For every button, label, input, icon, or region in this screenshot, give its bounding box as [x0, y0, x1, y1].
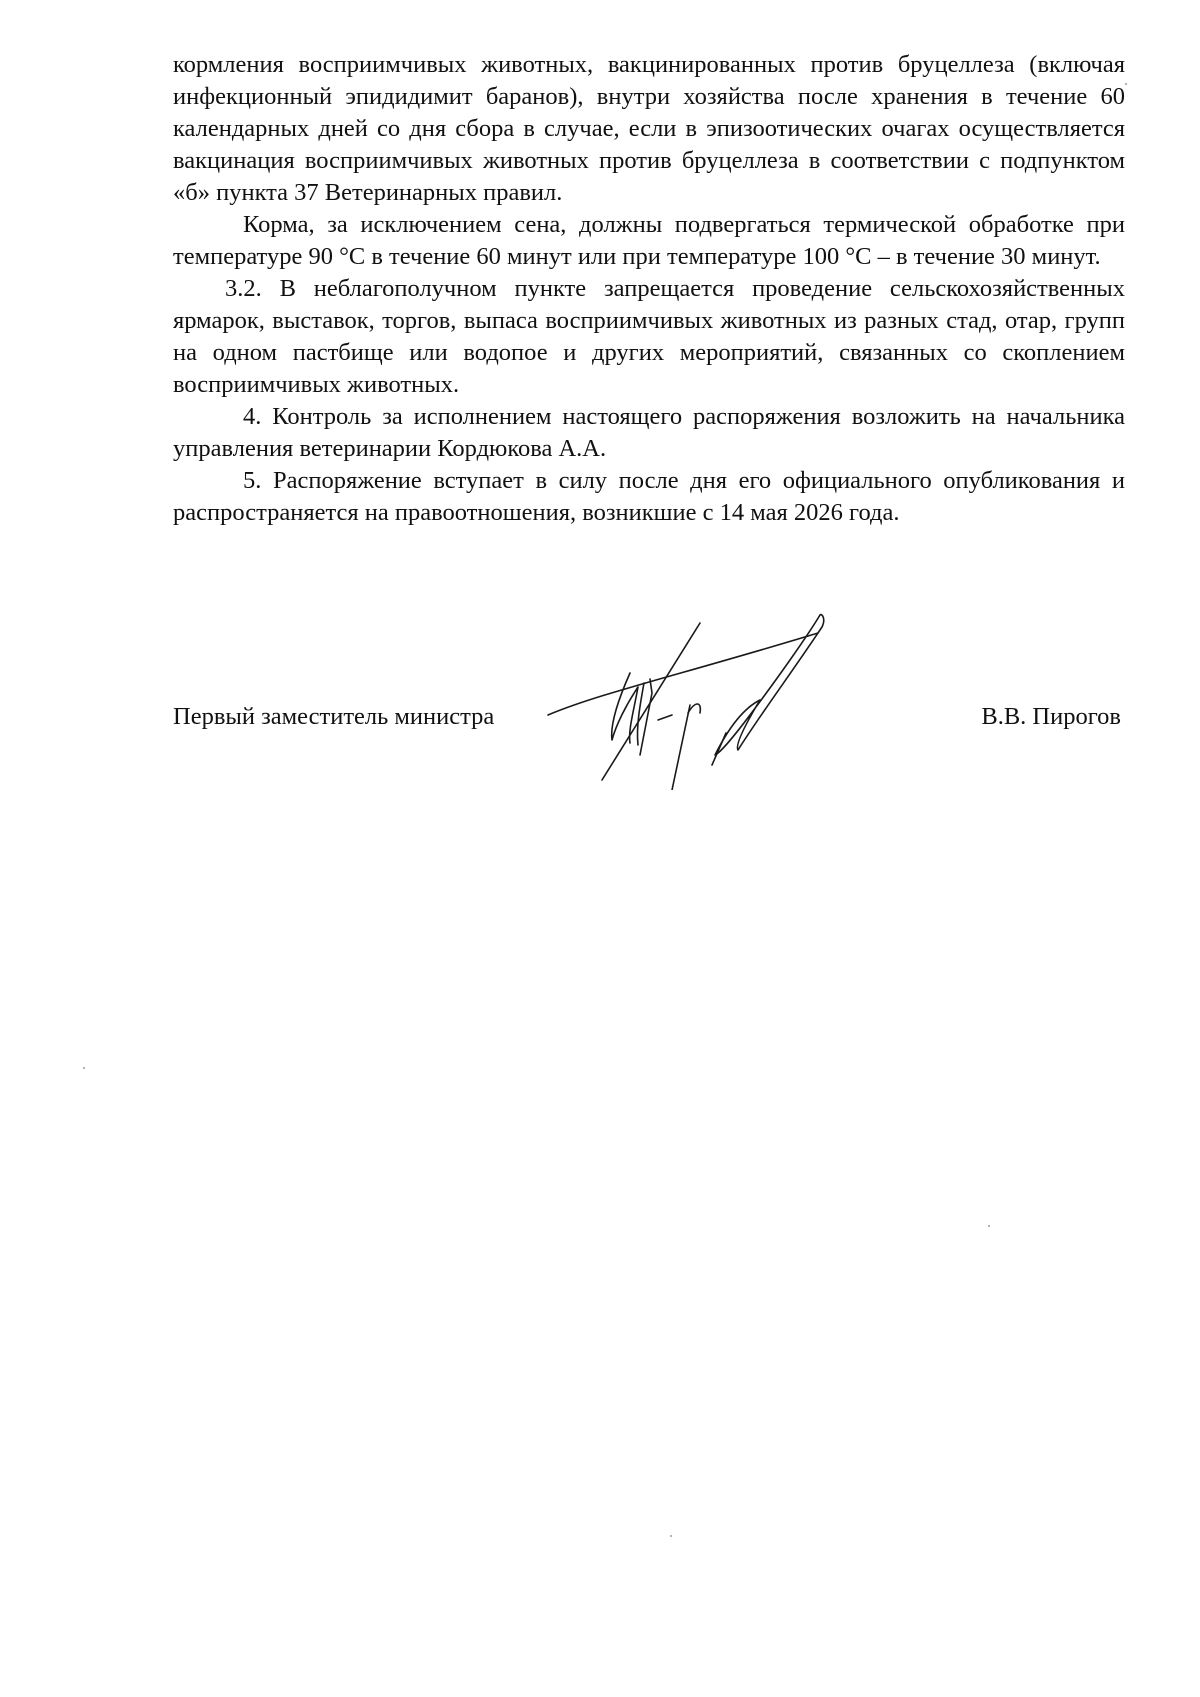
paragraph-feed-heat-treatment: Корма, за исключением сена, должны подвергаться термической обработке при температуре 90 °С в течение 60 минут или при температуре 100 °С – в течение 30 минут. [173, 211, 1125, 270]
paragraph-3-2-prohibition: 3.2. В неблагополучном пункте запрещается проведение сельскохозяйственных ярмарок, выставок, торгов, выпаса восприимчивых животных из разных стад, отар, групп на одном пастбище или водопое и других мероприятий, связанных со скоплением восприимчивых животных. [173, 275, 1125, 398]
scan-speck [988, 1225, 990, 1227]
handwritten-signature [540, 605, 860, 790]
document-body [173, 49, 1125, 529]
scan-speck [1125, 83, 1127, 85]
signatory-name: В.В. Пирогов [981, 703, 1121, 730]
scan-speck [83, 1067, 85, 1069]
signatory-position: Первый заместитель министра [173, 703, 495, 730]
paragraph-feed-storage: кормления восприимчивых животных, вакцинированных против бруцеллеза (включая инфекционный эпидидимит баранов), внутри хозяйства после хранения в течение 60 календарных дней со дня сбора в случае, если в эпизоотических очагах осуществляется вакцинация восприимчивых животных против бруцеллеза в соответствии с подпунктом «б» пункта 37 Ветеринарных правил. [173, 51, 1125, 206]
paragraph-4-control: 4. Контроль за исполнением настоящего распоряжения возложить на начальника управления ветеринарии Кордюкова А.А. [173, 403, 1125, 462]
paragraph-5-effective-date: 5. Распоряжение вступает в силу после дня его официального опубликования и распространяется на правоотношения, возникшие с 14 мая 2026 года. [173, 467, 1125, 526]
scan-speck [670, 1535, 672, 1537]
